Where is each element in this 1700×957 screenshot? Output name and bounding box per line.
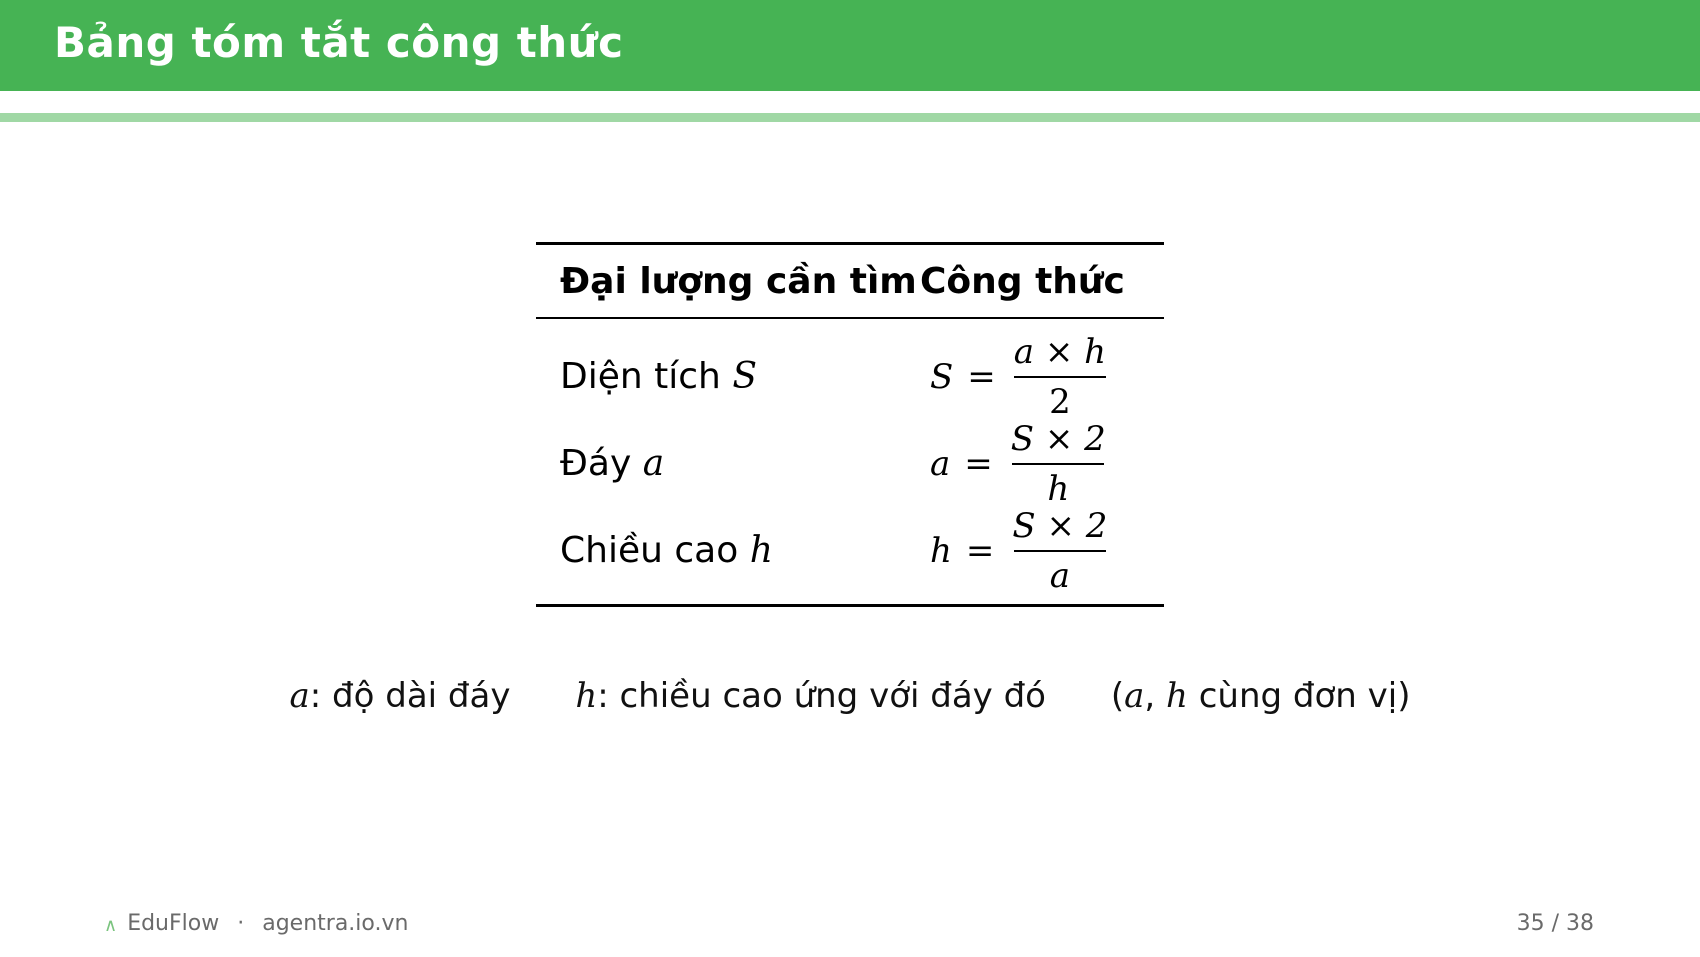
note-h-description: : chiều cao ứng với đáy đó (597, 676, 1046, 716)
formula-table (536, 242, 1164, 607)
footer-brand: EduFlow (127, 911, 220, 936)
column-header-formula: Công thức (920, 260, 1125, 302)
fraction-denominator: a (1049, 555, 1071, 596)
formula-equals: = (964, 443, 993, 484)
note-a-description: : độ dài đáy (309, 676, 511, 716)
note-paren-comma: , (1144, 676, 1167, 716)
table-row-area (536, 333, 1164, 420)
header-bar (0, 0, 1700, 91)
quantity-cell (536, 530, 920, 571)
note-paren-var-a: a (1124, 676, 1145, 716)
fraction-denominator: 2 (1049, 381, 1071, 422)
quantity-variable: h (749, 530, 773, 571)
table-body (536, 319, 1164, 604)
note-var-h: h (575, 676, 598, 716)
note-var-a: a (289, 676, 310, 716)
quantity-label: Đáy (560, 443, 643, 484)
formula-equals: = (967, 356, 996, 397)
formula-lhs: h (930, 530, 952, 571)
quantity-label: Diện tích (560, 356, 733, 397)
fraction-numerator: a × h (1013, 331, 1107, 372)
quantity-variable: S (732, 356, 757, 397)
formula-fraction (1008, 507, 1111, 595)
formula-fraction (1007, 420, 1110, 508)
formula-cell (920, 420, 1164, 508)
fraction-numerator: S × 2 (1010, 418, 1106, 459)
formula-equals: = (965, 530, 995, 571)
fraction-bar (1012, 463, 1104, 465)
legend-note (0, 676, 1700, 716)
header-divider (0, 113, 1700, 122)
fraction-bar (1014, 550, 1106, 552)
fraction-denominator: h (1047, 468, 1070, 509)
note-paren-open: ( (1110, 676, 1125, 716)
table-row-height (536, 507, 1164, 594)
formula-cell (920, 333, 1164, 421)
page-number: 35 / 38 (1516, 911, 1594, 936)
note-paren-rest: cùng đơn vị) (1187, 676, 1411, 716)
fraction-numerator: S × 2 (1012, 505, 1108, 546)
quantity-cell (536, 356, 920, 397)
table-bottom-rule (536, 604, 1164, 607)
formula-lhs: a (930, 443, 951, 484)
formula-cell (920, 507, 1164, 595)
quantity-label: Chiều cao (560, 530, 750, 571)
footer-site-link[interactable]: agentra.io.vn (262, 911, 409, 936)
quantity-variable: a (642, 443, 665, 484)
leaf-icon: ∧ (104, 915, 118, 936)
formula-lhs: S (930, 356, 954, 397)
quantity-cell (536, 443, 920, 484)
table-row-base (536, 420, 1164, 507)
slide-title: Bảng tóm tắt công thức (54, 18, 624, 67)
note-paren-var-h: h (1166, 676, 1188, 716)
footer (104, 911, 408, 936)
footer-separator: · (237, 911, 245, 936)
fraction-bar (1014, 376, 1106, 378)
table-header-row (536, 245, 1164, 317)
formula-fraction (1010, 333, 1110, 421)
column-header-quantity: Đại lượng cần tìm (560, 260, 917, 302)
